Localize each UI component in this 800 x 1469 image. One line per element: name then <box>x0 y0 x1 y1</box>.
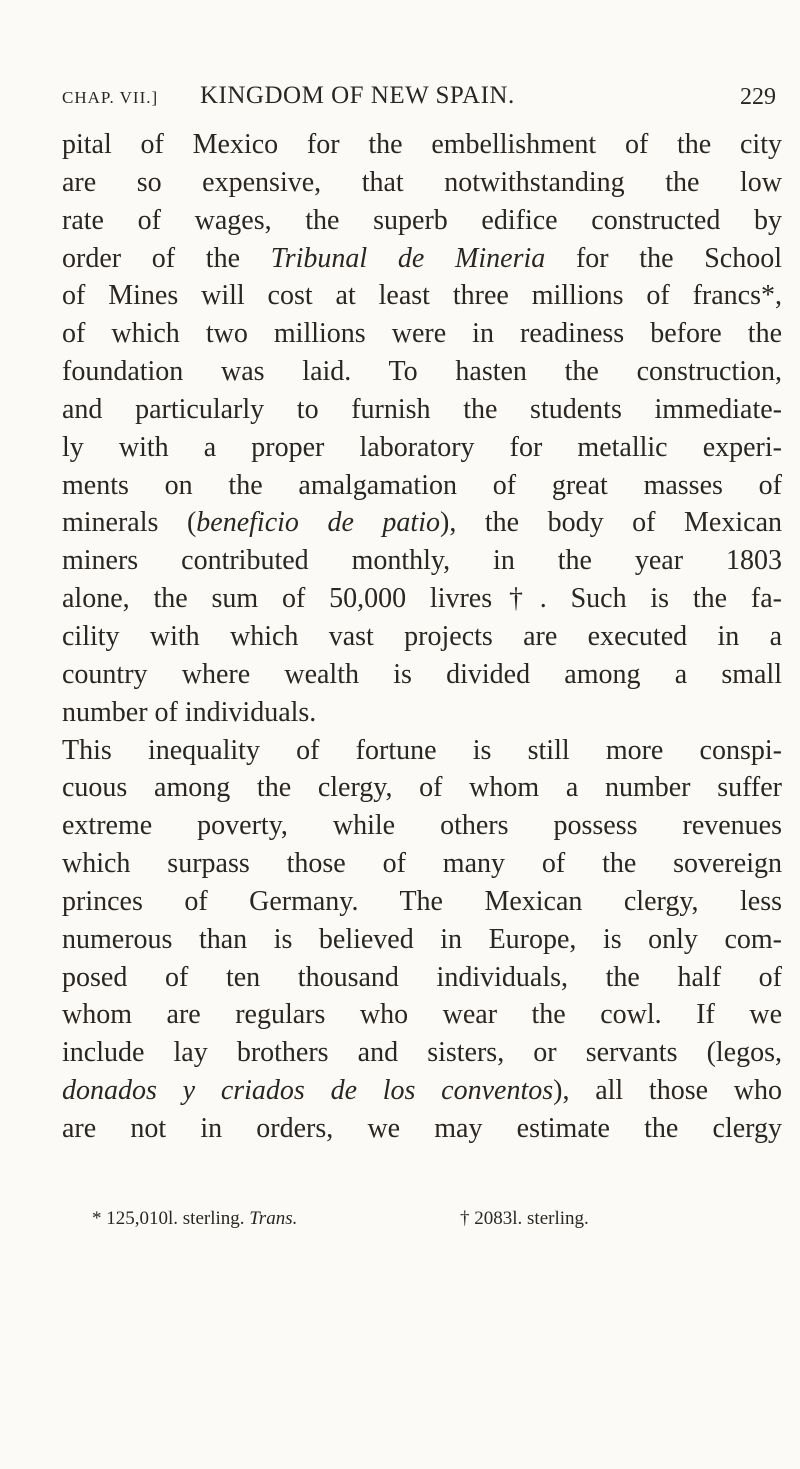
text-line: include lay brothers and sisters, or servants (legos, <box>62 1037 782 1069</box>
text-line: ments on the amalgamation of great masses of <box>62 469 782 501</box>
italic-run: donados y criados de los conventos <box>62 1075 554 1107</box>
running-title: KINGDOM OF NEW SPAIN. <box>200 82 515 109</box>
footnote-text: * 125,010l. sterling. <box>92 1208 250 1229</box>
text-line: number of individuals. <box>62 696 317 728</box>
text-run: for the School <box>545 242 782 274</box>
text-line: ly with a proper laboratory for metallic experi- <box>62 431 782 463</box>
text-line: numerous than is believed in Europe, is only com- <box>62 923 782 955</box>
text-line: cuous among the clergy, of whom a number suffer <box>62 772 782 804</box>
text-line <box>62 504 782 542</box>
footnote-2: † 2083l. sterling. <box>460 1208 589 1229</box>
italic-run: Tribunal de Mineria <box>270 242 546 274</box>
chapter-label: CHAP. VII.] <box>62 88 159 107</box>
text-run: minerals ( <box>62 507 197 539</box>
running-head <box>62 82 776 118</box>
text-line: and particularly to furnish the students immediate- <box>62 393 782 425</box>
footnote-italic: Trans. <box>249 1208 298 1229</box>
text-run: ), the body of Mexican <box>440 507 782 539</box>
text-line: country where wealth is divided among a small <box>62 658 782 690</box>
text-line: of which two millions were in readiness before the <box>62 318 782 350</box>
text-run: order of the <box>62 242 271 274</box>
text-line: This inequality of fortune is still more conspi- <box>62 734 782 766</box>
page-number: 229 <box>740 84 776 110</box>
text-line: cility with which vast projects are executed in a <box>62 620 782 652</box>
text-line <box>62 1072 782 1110</box>
text-line: miners contributed monthly, in the year 1803 <box>62 545 782 577</box>
text-line: extreme poverty, while others possess revenues <box>62 810 782 842</box>
text-line: pital of Mexico for the embellishment of the city <box>62 129 782 160</box>
italic-run: beneficio de patio <box>196 507 440 539</box>
footnotes <box>92 1208 792 1238</box>
footnote-1 <box>92 1208 297 1230</box>
text-line: of Mines will cost at least three millions of francs*, <box>62 280 782 312</box>
text-line: rate of wages, the superb edifice constructed by <box>62 204 782 236</box>
text-line: alone, the sum of 50,000 livres†. Such is the fa- <box>62 583 782 615</box>
text-line: which surpass those of many of the sovereign <box>62 848 782 880</box>
text-line: foundation was laid. To hasten the construction, <box>62 356 782 388</box>
text-line: princes of Germany. The Mexican clergy, less <box>62 885 782 917</box>
body-text <box>62 126 782 1148</box>
text-line <box>62 240 782 278</box>
text-line: whom are regulars who wear the cowl. If we <box>62 999 782 1031</box>
text-line: are so expensive, that notwithstanding the low <box>62 166 782 198</box>
text-run: ), all those who <box>553 1075 782 1107</box>
text-line: posed of ten thousand individuals, the half of <box>62 961 782 993</box>
text-line: are not in orders, we may estimate the clergy <box>62 1112 782 1144</box>
